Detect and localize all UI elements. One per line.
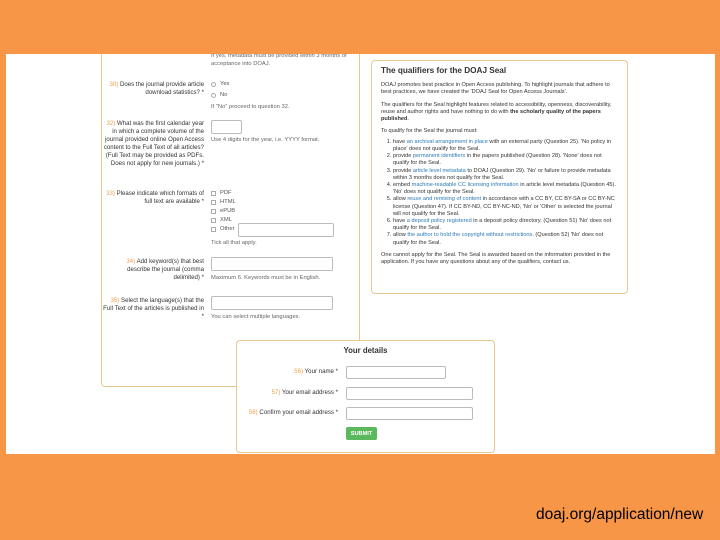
format-option-xml[interactable]	[211, 217, 232, 223]
confirm-email-field-label	[237, 409, 338, 416]
source-url-caption: doaj.org/application/new	[536, 506, 704, 523]
option-label: Yes	[220, 81, 230, 87]
question-text: Add keyword(s) that best describe the journal (comma delimited) *	[127, 258, 204, 281]
option-label: XML	[220, 217, 232, 223]
checkbox[interactable]	[211, 200, 216, 205]
screenshot-area	[6, 54, 715, 454]
format-option-html[interactable]	[211, 199, 236, 205]
submit-button[interactable]: SUBMIT	[346, 427, 377, 440]
your-details-panel	[236, 340, 495, 453]
qualifier-link[interactable]: article level metadata	[412, 167, 466, 174]
checkbox[interactable]	[211, 191, 216, 196]
qualifiers-features	[381, 102, 618, 124]
checkbox[interactable]	[211, 227, 216, 232]
question-text: Does the journal provide article download statistics? *	[119, 81, 204, 96]
question-number: 57)	[271, 389, 281, 396]
format-option-pdf[interactable]	[211, 190, 232, 196]
qualifier-link[interactable]: machine-readable CC licensing information	[411, 182, 519, 188]
format-option-epub[interactable]	[211, 208, 235, 214]
checkbox[interactable]	[211, 218, 216, 223]
qualifier-link[interactable]: permanent identifiers	[412, 153, 466, 160]
question-number: 56)	[294, 368, 304, 375]
question-text: Please indicate which formats of full text are available *	[116, 190, 204, 205]
q30-option-no[interactable]	[211, 92, 227, 98]
qualifiers-closing: One cannot apply for the Seal. The Seal is awarded based on the information provided in the application. If you have any questions about any of the qualifiers, contact us.	[381, 251, 611, 266]
option-label: PDF	[220, 190, 232, 196]
question-32-label	[102, 120, 204, 167]
question-text: What was the first calendar year in which a complete volume of the journal provided online Open Access content to the Full Text of all articles? (Full Text may be provided as PDFs. Does not apply for new journals.) *	[103, 120, 204, 167]
features-emphasis: the scholarly quality of the papers published	[381, 108, 601, 123]
application-form	[101, 54, 360, 387]
language-select[interactable]	[211, 296, 333, 310]
qualifiers-title: The qualifiers for the DOAJ Seal	[381, 66, 507, 75]
doaj-seal-qualifiers-box	[371, 60, 628, 294]
option-label: HTML	[220, 199, 236, 205]
question-number: 35)	[110, 297, 120, 304]
option-label: No	[220, 92, 228, 98]
metadata-hint: If yes, metadata must be provided within 3 months of acceptance into DOAJ.	[211, 54, 347, 67]
qualifier-item: 3. provide article level metadata to DOAJ (Question 29). 'No' or failure to provide metadata within 3 months does not qualify for the Seal.	[393, 168, 618, 182]
qualifier-item: 1. have an archival arrangement in place with an external party (Question 25). 'No policy in place' does not qualify for the Seal.	[393, 139, 618, 153]
name-field-label	[237, 368, 338, 375]
details-title: Your details	[343, 346, 388, 355]
q30-option-yes[interactable]	[211, 81, 229, 87]
field-label-text: Your email address *	[281, 389, 338, 396]
email-input[interactable]	[346, 387, 473, 400]
option-label: ePUB	[220, 208, 236, 214]
qualifier-link[interactable]: a deposit policy registered	[406, 218, 472, 225]
checkbox[interactable]	[211, 209, 216, 214]
qualifiers-list	[381, 139, 618, 247]
question-34-label	[102, 258, 204, 282]
question-30-label	[102, 81, 204, 97]
confirm-email-input[interactable]	[346, 407, 473, 420]
qualifier-item: 2. provide permanent identifiers in the papers published (Question 28). 'None' does not qualify for the Seal.	[393, 153, 618, 167]
qualifiers-to-qualify: To qualify for the Seal the journal must:	[381, 128, 478, 135]
first-oa-year-input[interactable]	[211, 120, 242, 134]
features-text-end: .	[407, 116, 409, 123]
question-number: 33)	[106, 190, 115, 197]
qualifier-item: 5. allow reuse and remixing of content in accordance with a CC BY, CC BY-SA or CC BY-NC license (Question 47). If CC BY-ND, CC BY-NC-ND, 'No' or 'Other' is selected the journal will not qualify for the Seal.	[393, 196, 618, 218]
question-text: Select the language(s) that the Full Text of the articles is published in *	[103, 297, 204, 320]
features-text: The qualifiers for the Seal highlight features related to accessibility, openness, discoverability, reuse and author rights and have nothing to do with	[381, 101, 612, 115]
qualifier-item: 6. have a deposit policy registered in a deposit policy directory. (Question 51) 'No' does not qualify for the Seal.	[393, 218, 618, 232]
question-number: 34)	[126, 258, 136, 265]
q32-hint: Use 4 digits for the year, i.e. YYYY format.	[211, 137, 320, 143]
your-name-input[interactable]	[346, 366, 446, 379]
other-format-input[interactable]	[238, 223, 334, 237]
q35-hint: You can select multiple languages.	[211, 314, 301, 320]
question-number: 58)	[248, 409, 258, 416]
email-field-label	[237, 389, 338, 396]
qualifier-link[interactable]: the author to hold the copyright without restrictions	[407, 232, 533, 239]
field-label-text: Confirm your email address *	[259, 409, 338, 416]
question-35-label	[102, 297, 204, 321]
qualifier-link[interactable]: reuse and remixing of content	[407, 196, 482, 203]
qualifier-link[interactable]: an archival arrangement in place	[406, 138, 488, 145]
qualifier-item: 4. embed machine-readable CC licensing information in article level metadata (Question 45). 'No' does not qualify for the Seal.	[393, 182, 618, 196]
keywords-input[interactable]	[211, 257, 333, 271]
qualifiers-intro: DOAJ promotes best practice in Open Access publishing. To highlight journals that adhere to best practices, we have created the 'DOAJ Seal for Open Access Journals'.	[381, 82, 610, 96]
qualifier-item: 7. allow the author to hold the copyright without restrictions. (Question 52) 'No' does not qualify for the Seal.	[393, 232, 618, 246]
question-number: 32)	[106, 120, 116, 127]
radio-button[interactable]	[211, 82, 216, 87]
radio-button[interactable]	[211, 93, 216, 98]
q30-hint: If "No" proceed to question 32.	[211, 104, 290, 110]
option-label: Other	[220, 226, 235, 232]
q33-hint: Tick all that apply.	[211, 240, 257, 246]
q34-hint: Maximum 6. Keywords must be in English.	[211, 275, 321, 281]
question-number: 30)	[109, 81, 119, 88]
format-option-other[interactable]	[211, 226, 235, 232]
question-33-label	[102, 190, 204, 206]
field-label-text: Your name *	[304, 368, 338, 375]
